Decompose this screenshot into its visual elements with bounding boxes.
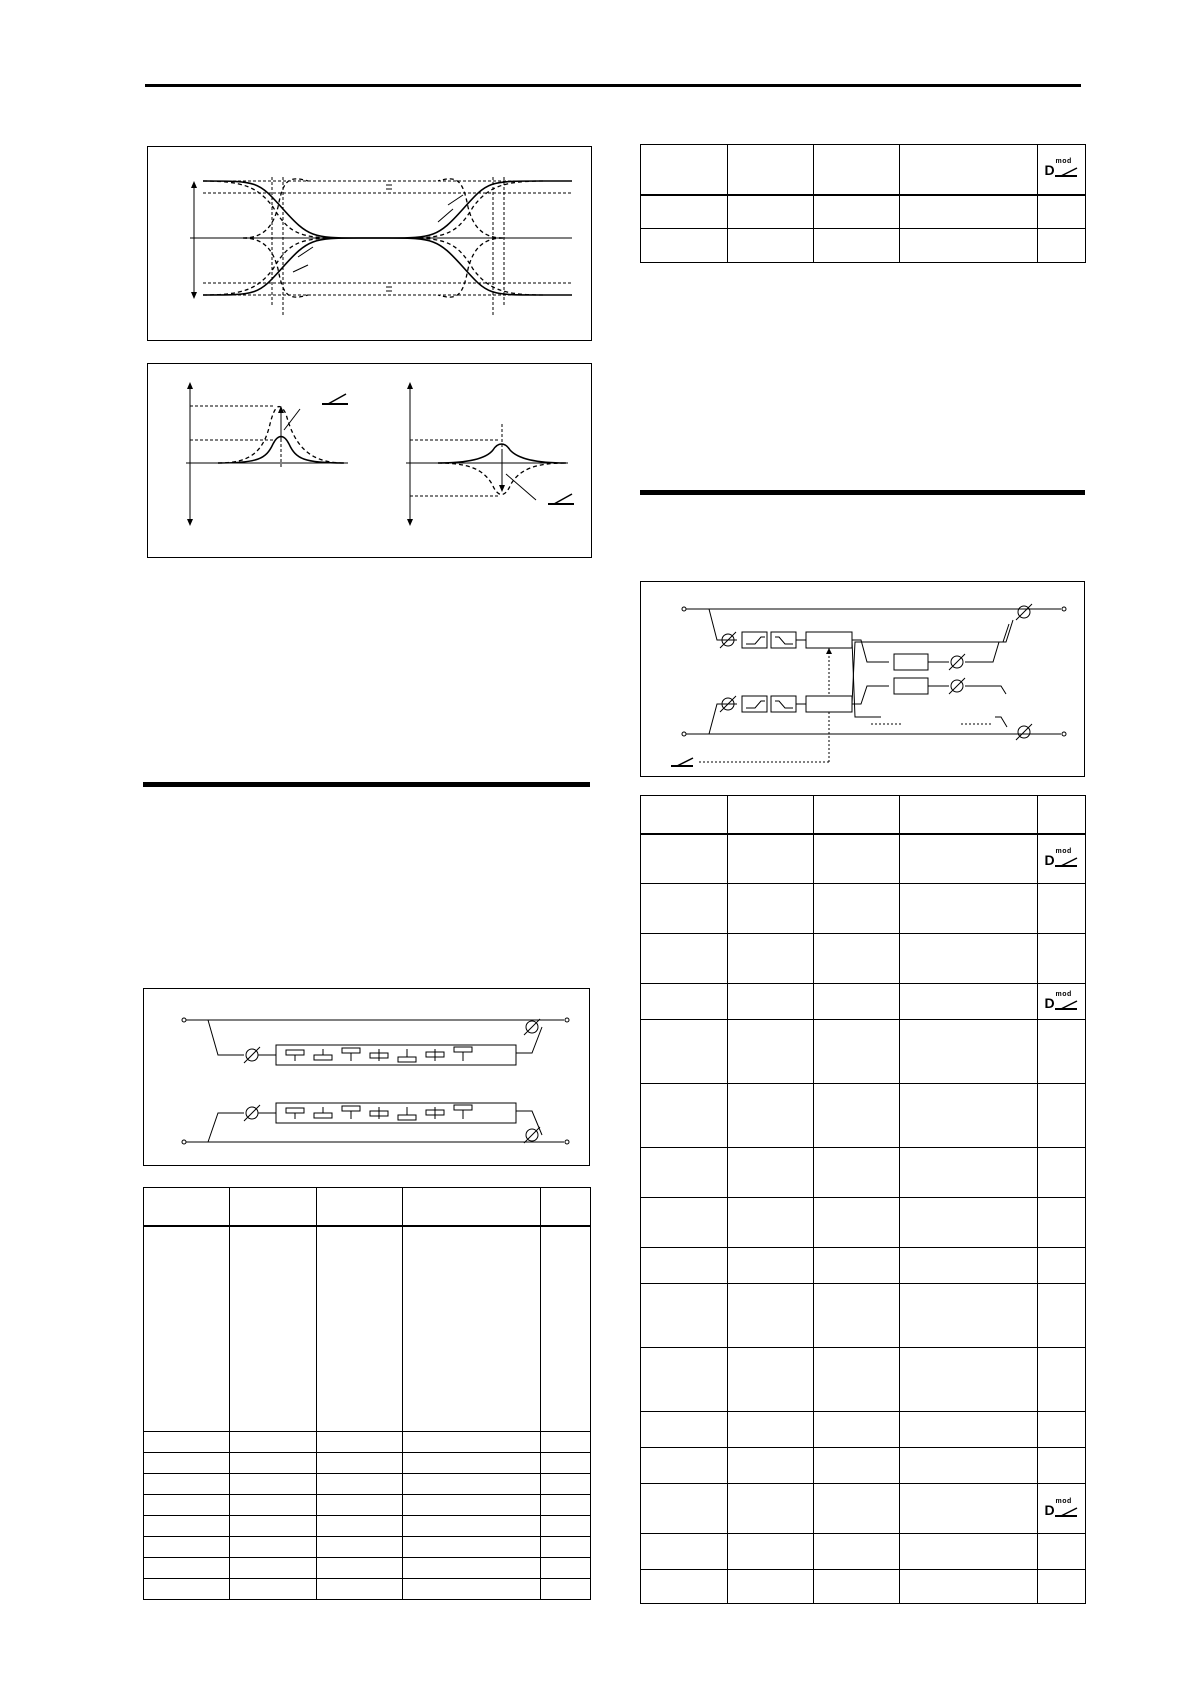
level-knob-icon [720,604,1032,740]
graphic-eq-parameter-table [143,1187,591,1600]
table-row [641,1084,1086,1148]
table-row [144,1579,591,1600]
eq-peaking-svg [148,364,593,559]
eq-shelving-graph [147,146,592,341]
table-row [641,1198,1086,1248]
table-row [641,229,1086,263]
table-header-row [641,796,1086,834]
table-row [144,1453,591,1474]
eq-shelving-svg [148,147,593,342]
section-heading-rule-right [640,490,1085,495]
modulation-source-icon [322,394,348,404]
table-row [144,1558,591,1579]
table-row [641,1534,1086,1570]
modulation-source-icon [671,758,693,766]
table-row [641,1148,1086,1198]
table-row [641,1484,1086,1534]
table-row [641,1284,1086,1348]
dmod-icon: D mod [1045,989,1079,1015]
table-row [144,1516,591,1537]
table-row [641,1248,1086,1284]
dmod-icon: D mod [1045,846,1079,872]
reverb-routing-svg [641,582,1086,778]
table-row [641,1020,1086,1084]
table-row [641,1570,1086,1604]
reverb-routing-diagram [640,581,1085,777]
dmod-icon: D mod [1045,156,1079,182]
table-row [144,1226,591,1432]
table-row [641,834,1086,884]
table-row [144,1474,591,1495]
table-row [641,1412,1086,1448]
table-row [641,984,1086,1020]
dmod-icon: D mod [1045,1496,1079,1522]
table-row [144,1537,591,1558]
table-header-row [144,1188,591,1226]
table-row [641,1448,1086,1484]
modulation-source-icon [548,494,574,504]
right-parameter-table [640,795,1086,1604]
table-row [641,1348,1086,1412]
table-row [144,1495,591,1516]
top-right-parameter-table [640,144,1086,263]
eq-peaking-graph [147,363,592,558]
page-top-rule [145,84,1081,87]
table-row [641,934,1086,984]
graphic-eq-svg [144,989,591,1167]
graphic-eq-diagram [143,988,590,1166]
table-header-row [641,145,1086,195]
table-row [641,195,1086,229]
table-row [641,884,1086,934]
table-row [144,1432,591,1453]
section-heading-rule-left [143,782,590,787]
level-knob-icon [244,1019,540,1143]
